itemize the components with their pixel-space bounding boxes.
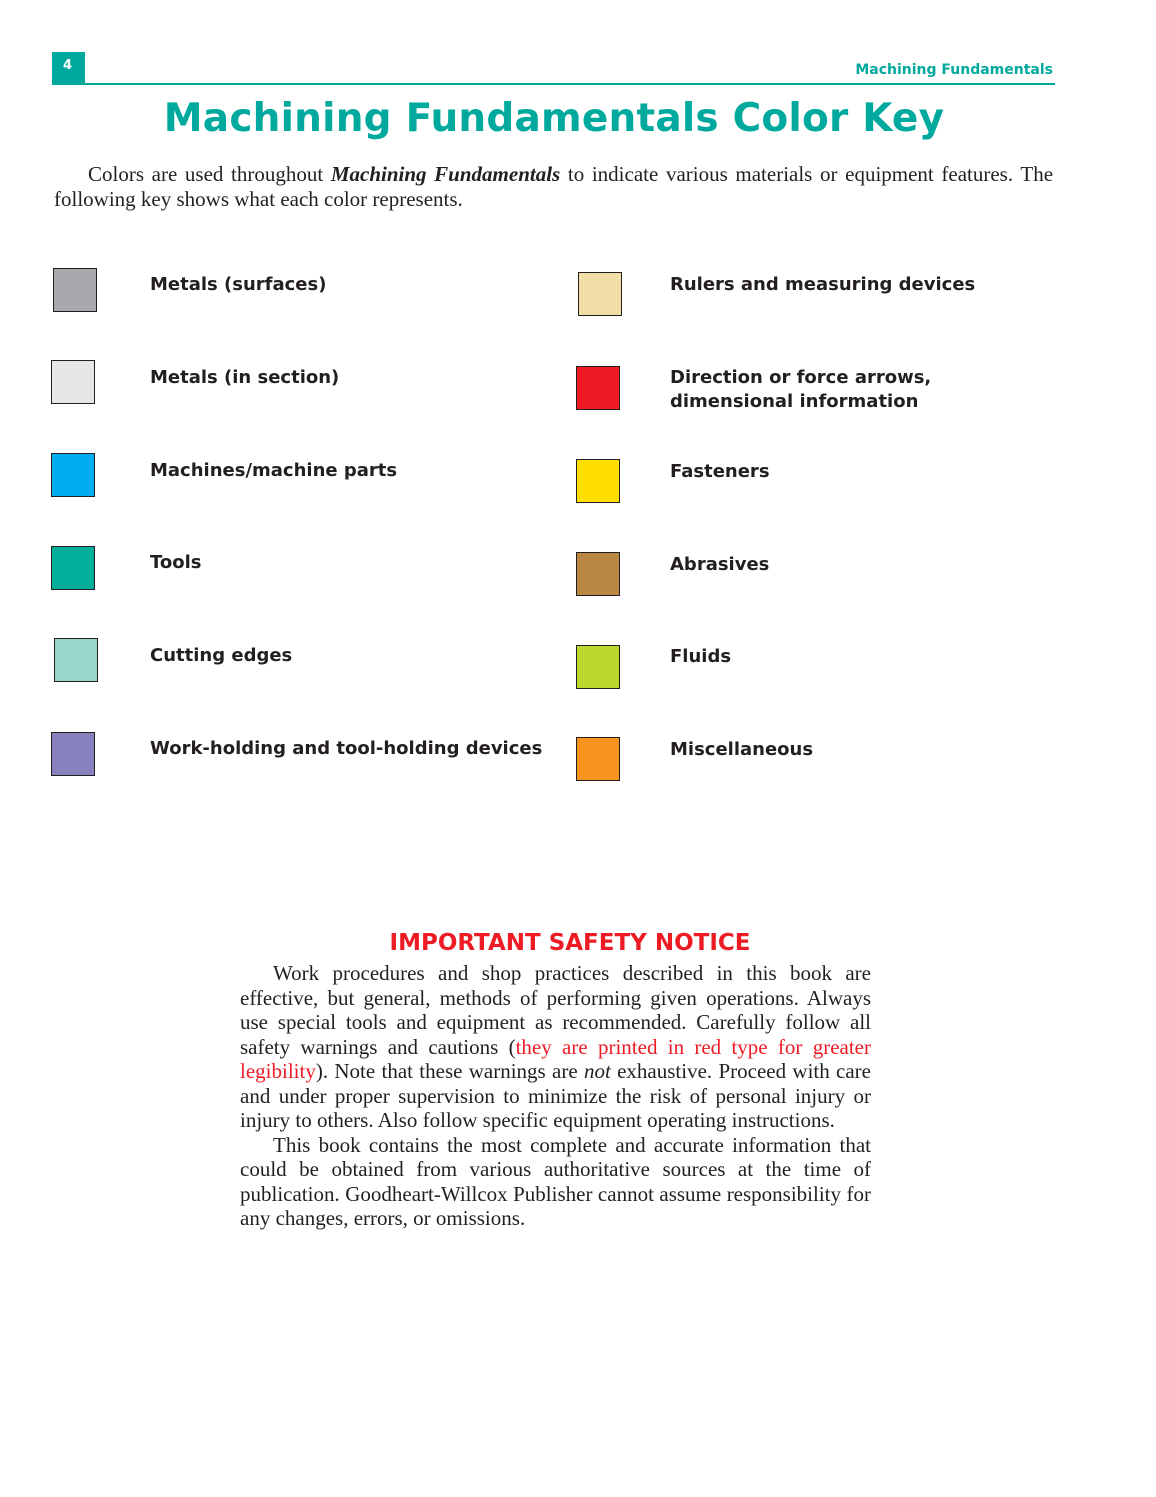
intro-text-after: to indicate various materials or equipment features. The following key shows what each color represents.	[54, 162, 1054, 211]
page-header	[52, 52, 1055, 85]
key-label: Miscellaneous	[670, 739, 814, 760]
page-number: 4	[52, 52, 85, 85]
safety-notice-body	[240, 961, 871, 1231]
safety-notice-paragraph: This book contains the most complete and accurate information that could be obtained from various authoritative sources at the time of publication. Goodheart-Willcox Publisher cannot assume responsibility for any changes, errors, or omissions.	[240, 1132, 871, 1230]
key-label: Tools	[150, 552, 202, 573]
color-swatch	[54, 638, 98, 682]
key-label: Fluids	[670, 646, 732, 667]
color-swatch	[576, 645, 620, 689]
key-label: Metals (surfaces)	[150, 274, 327, 295]
key-label: Cutting edges	[150, 645, 293, 666]
key-label: Rulers and measuring devices	[670, 274, 976, 295]
safety-notice-title: IMPORTANT SAFETY NOTICE	[389, 930, 751, 956]
key-label: Metals (in section)	[150, 367, 340, 388]
color-swatch	[51, 546, 95, 590]
notice-text-part: exhaustive. Proceed with care and under proper supervision to minimize the risk of personal injury or injury to others. Also follow specific equipment operating instructions.	[240, 1059, 871, 1132]
intro-book-title: Machining Fundamentals	[330, 162, 561, 186]
page-title: Machining Fundamentals Color Key	[163, 96, 945, 141]
notice-red-text: they are printed in red type for greater legibility	[240, 1034, 871, 1083]
color-swatch	[51, 360, 95, 404]
color-swatch	[576, 737, 620, 781]
color-swatch	[51, 732, 95, 776]
color-swatch	[51, 453, 95, 497]
running-head: Machining Fundamentals	[855, 62, 1053, 78]
notice-text-part: Work procedures and shop practices described in this book are effective, but general, methods of performing given operations. Always use special tools and equipment as recommended. Carefully follow all safety warnings and cautions (	[240, 961, 871, 1059]
key-label: Machines/machine parts	[150, 460, 398, 481]
key-label-line: Direction or force arrows,	[670, 367, 932, 388]
key-label: Abrasives	[670, 554, 770, 575]
color-swatch	[576, 366, 620, 410]
notice-text-part: ). Note that these warnings are	[315, 1059, 584, 1083]
intro-paragraph	[54, 162, 1053, 212]
key-label: Work-holding and tool-holding devices	[150, 738, 543, 759]
color-swatch	[578, 272, 622, 316]
key-label-line: dimensional information	[670, 391, 919, 412]
color-swatch	[576, 552, 620, 596]
safety-notice-paragraph	[240, 961, 871, 1133]
key-label: Fasteners	[670, 461, 770, 482]
key-label	[670, 366, 931, 414]
notice-emphasis: not	[583, 1059, 611, 1083]
color-swatch	[53, 268, 97, 312]
color-swatch	[576, 459, 620, 503]
intro-text-before: Colors are used throughout	[88, 162, 331, 186]
